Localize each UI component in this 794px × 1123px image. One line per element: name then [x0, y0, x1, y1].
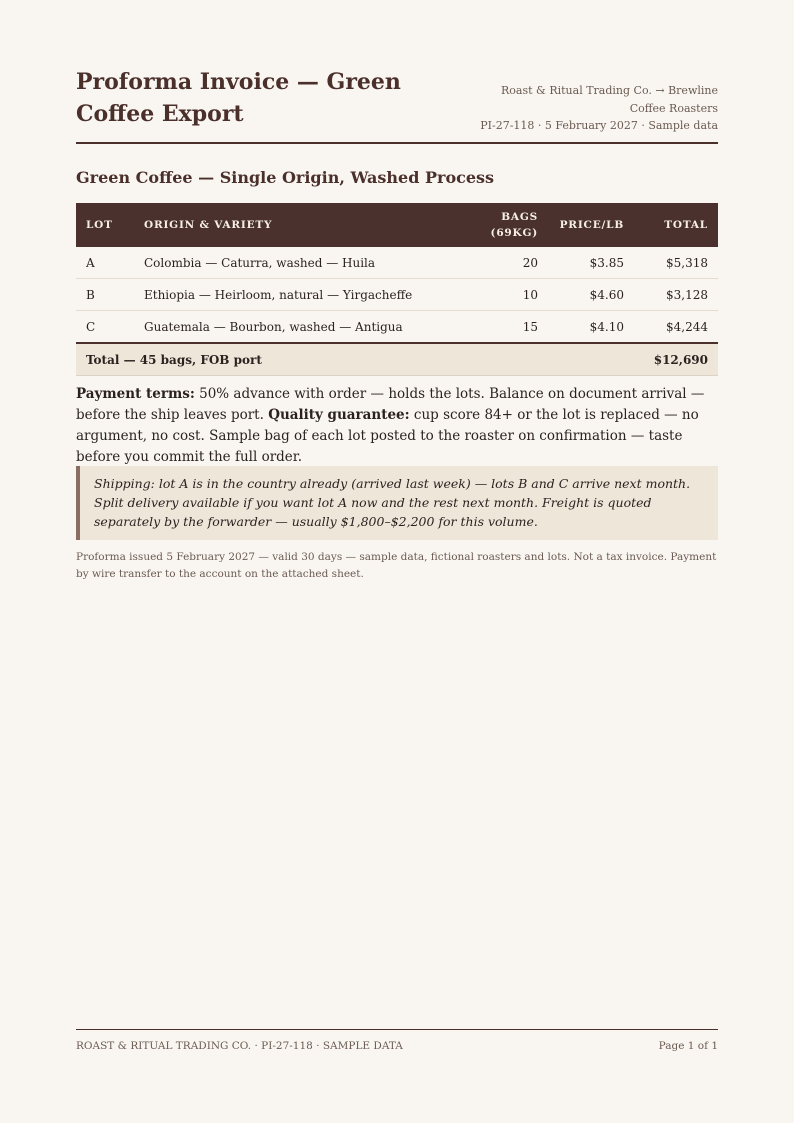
cell-lot: C: [76, 311, 134, 344]
section-title: Green Coffee — Single Origin, Washed Process: [76, 168, 495, 187]
payment-terms-text: 50% advance with order — holds the lots. Balance on document arrival — before the ship leaves port.: [76, 386, 705, 423]
header-bags-line2: (69KG): [490, 227, 538, 239]
quality-guarantee-text: cup score 84+ or the lot is replaced — no argument, no cost. Sample bag of each lot posted to the roaster on confirmation — taste before you commit the full order.: [76, 407, 699, 465]
cell-bags: 15: [468, 311, 548, 344]
page-footer: [76, 1029, 718, 1052]
cell-price: $3.85: [548, 247, 634, 279]
total-row: [76, 343, 718, 376]
header-meta: [478, 82, 718, 135]
header-bags-line1: BAGS: [501, 211, 538, 223]
parties-line: Roast & Ritual Trading Co. → Brewline Coffee Roasters: [501, 84, 718, 115]
payment-terms-label: Payment terms:: [76, 386, 195, 402]
table-row: [76, 247, 718, 279]
cell-bags: 10: [468, 279, 548, 311]
reference-line: PI-27-118 · 5 February 2027 · Sample data: [480, 119, 718, 132]
table-row: [76, 311, 718, 344]
terms-paragraph: [76, 384, 718, 468]
total-value: $12,690: [634, 343, 718, 376]
line-items-table: [76, 203, 718, 376]
cell-bags: 20: [468, 247, 548, 279]
cell-total: $3,128: [634, 279, 718, 311]
cell-price: $4.10: [548, 311, 634, 344]
header-lot: LOT: [76, 203, 134, 247]
cell-price: $4.60: [548, 279, 634, 311]
invoice-header: [76, 66, 718, 144]
table-header-row: [76, 203, 718, 247]
quality-guarantee-label: Quality guarantee:: [268, 407, 410, 423]
cell-origin: Colombia — Caturra, washed — Huila: [134, 247, 468, 279]
fine-print: Proforma issued 5 February 2027 — valid 30 days — sample data, fictional roasters and lots. Not a tax invoice. Payment by wire transfer to the account on the attached sheet.: [76, 551, 717, 580]
header-origin: ORIGIN & VARIETY: [134, 203, 468, 247]
page-number: Page 1 of 1: [658, 1040, 718, 1052]
cell-lot: A: [76, 247, 134, 279]
table-row: [76, 279, 718, 311]
footer-left: ROAST & RITUAL TRADING CO. · PI-27-118 · SAMPLE DATA: [76, 1040, 403, 1052]
header-total: TOTAL: [634, 203, 718, 247]
header-bags: [468, 203, 548, 247]
cell-total: $4,244: [634, 311, 718, 344]
cell-origin: Ethiopia — Heirloom, natural — Yirgacheffe: [134, 279, 468, 311]
total-label: Total — 45 bags, FOB port: [76, 343, 634, 376]
cell-lot: B: [76, 279, 134, 311]
header-price: PRICE/LB: [548, 203, 634, 247]
document-title: Proforma Invoice — Green Coffee Export: [76, 69, 401, 127]
cell-origin: Guatemala — Bourbon, washed — Antigua: [134, 311, 468, 344]
cell-total: $5,318: [634, 247, 718, 279]
shipping-note: Shipping: lot A is in the country already (arrived last week) — lots B and C arrive next month. Split delivery available if you want lot A now and the rest next month. Freight is quoted separately by the forwarder — usually $1,800–$2,200 for this volume.: [76, 466, 718, 540]
